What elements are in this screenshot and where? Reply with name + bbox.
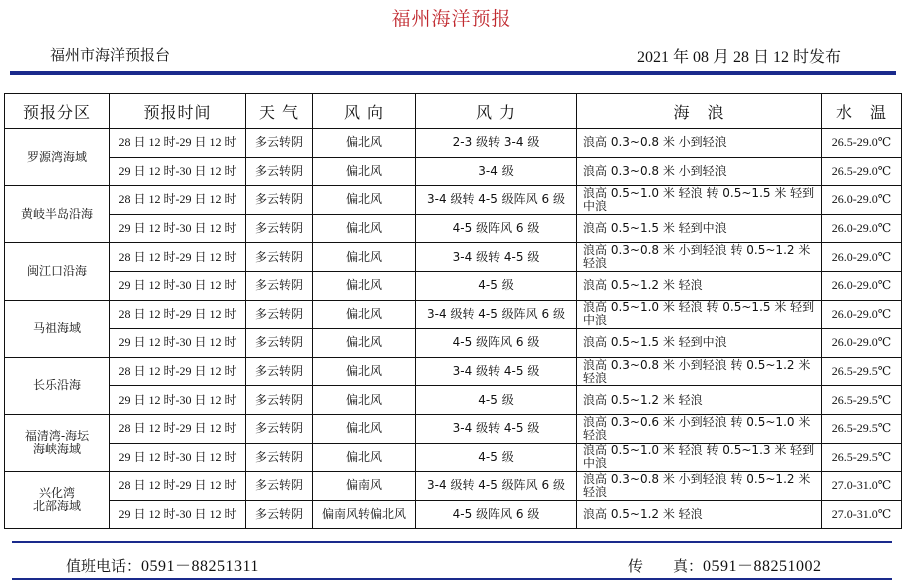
col-header-weather: 天 气 [246,94,313,129]
waves-cell: 浪高 0.5~1.5 米 轻到中浪 [577,329,822,358]
wind-direction-cell: 偏北风 [313,129,416,158]
weather-cell: 多云转阴 [246,271,313,300]
waves-cell: 浪高 0.3~0.8 米 小到轻浪 转 0.5~1.2 米 轻浪 [577,357,822,386]
col-header-water-temp: 水 温 [822,94,902,129]
table-row [5,271,902,300]
wind-force-cell: 3-4 级转 4-5 级阵风 6 级 [416,300,577,329]
water-temp-cell: 26.5-29.0℃ [822,129,902,158]
wind-direction-cell: 偏北风 [313,414,416,443]
weather-cell: 多云转阴 [246,157,313,186]
wind-force-cell: 3-4 级 [416,157,577,186]
wind-direction-cell: 偏北风 [313,243,416,272]
water-temp-cell: 26.0-29.0℃ [822,300,902,329]
waves-cell: 浪高 0.5~1.0 米 轻浪 转 0.5~1.5 米 轻到中浪 [577,186,822,215]
forecast-time-cell: 28 日 12 时-29 日 12 时 [110,357,246,386]
zone-name-cell: 马祖海域 [5,300,110,357]
weather-cell: 多云转阴 [246,500,313,529]
water-temp-cell: 26.0-29.0℃ [822,329,902,358]
waves-cell: 浪高 0.5~1.0 米 轻浪 转 0.5~1.5 米 轻到中浪 [577,300,822,329]
forecast-time-cell: 28 日 12 时-29 日 12 时 [110,186,246,215]
col-header-wind-direction: 风 向 [313,94,416,129]
zone-name-cell: 闽江口沿海 [5,243,110,300]
wind-force-cell: 3-4 级转 4-5 级 [416,357,577,386]
page-title: 福州海洋预报 [391,8,512,30]
weather-cell: 多云转阴 [246,443,313,472]
wind-force-cell: 3-4 级转 4-5 级 [416,243,577,272]
wind-direction-cell: 偏北风 [313,443,416,472]
table-row [5,186,902,215]
weather-cell: 多云转阴 [246,329,313,358]
wind-direction-cell: 偏北风 [313,300,416,329]
wind-force-cell: 2-3 级转 3-4 级 [416,129,577,158]
waves-cell: 浪高 0.3~0.8 米 小到轻浪 [577,157,822,186]
weather-cell: 多云转阴 [246,243,313,272]
wind-direction-cell: 偏北风 [313,357,416,386]
table-row [5,472,902,501]
water-temp-cell: 26.5-29.5℃ [822,443,902,472]
col-header-time: 预报时间 [110,94,246,129]
waves-cell: 浪高 0.5~1.2 米 轻浪 [577,386,822,415]
wind-force-cell: 3-4 级转 4-5 级阵风 6 级 [416,186,577,215]
table-row [5,157,902,186]
weather-cell: 多云转阴 [246,129,313,158]
waves-cell: 浪高 0.3~0.8 米 小到轻浪 [577,129,822,158]
waves-cell: 浪高 0.3~0.8 米 小到轻浪 转 0.5~1.2 米 轻浪 [577,472,822,501]
wind-force-cell: 3-4 级转 4-5 级阵风 6 级 [416,472,577,501]
header-divider [10,71,896,75]
wind-force-cell: 4-5 级 [416,443,577,472]
forecast-time-cell: 29 日 12 时-30 日 12 时 [110,329,246,358]
weather-cell: 多云转阴 [246,414,313,443]
forecast-table [4,93,902,529]
water-temp-cell: 26.0-29.0℃ [822,214,902,243]
waves-cell: 浪高 0.5~1.2 米 轻浪 [577,271,822,300]
weather-cell: 多云转阴 [246,386,313,415]
duty-phone-number: 0591－88251311 [141,558,259,575]
table-row [5,214,902,243]
zone-name-cell: 黄岐半岛沿海 [5,186,110,243]
table-row [5,129,902,158]
forecast-time-cell: 29 日 12 时-30 日 12 时 [110,500,246,529]
zone-name-cell: 长乐沿海 [5,357,110,414]
waves-cell: 浪高 0.5~1.5 米 轻到中浪 [577,214,822,243]
table-header-row [5,94,902,129]
forecast-time-cell: 28 日 12 时-29 日 12 时 [110,414,246,443]
duty-phone [66,553,259,576]
zone-name-cell: 罗源湾海域 [5,129,110,186]
forecast-time-cell: 28 日 12 时-29 日 12 时 [110,472,246,501]
forecast-table-body [5,129,902,529]
waves-cell: 浪高 0.3~0.6 米 小到轻浪 转 0.5~1.0 米 轻浪 [577,414,822,443]
footer-divider-bottom [12,578,892,580]
col-header-waves: 海 浪 [577,94,822,129]
weather-cell: 多云转阴 [246,357,313,386]
table-row [5,300,902,329]
wind-direction-cell: 偏南风 [313,472,416,501]
col-header-zone: 预报分区 [5,94,110,129]
table-row [5,443,902,472]
footer-divider-top [12,541,892,543]
wind-force-cell: 4-5 级阵风 6 级 [416,329,577,358]
table-row [5,414,902,443]
table-row [5,329,902,358]
water-temp-cell: 26.5-29.5℃ [822,414,902,443]
water-temp-cell: 26.0-29.0℃ [822,271,902,300]
water-temp-cell: 26.5-29.0℃ [822,157,902,186]
water-temp-cell: 26.0-29.0℃ [822,186,902,215]
wind-direction-cell: 偏北风 [313,214,416,243]
weather-cell: 多云转阴 [246,214,313,243]
zone-name-cell: 兴化湾 北部海域 [5,472,110,529]
forecast-time-cell: 28 日 12 时-29 日 12 时 [110,300,246,329]
duty-phone-label: 值班电话： [66,557,142,575]
fax-label: 传 真： [628,557,704,575]
waves-cell: 浪高 0.5~1.0 米 轻浪 转 0.5~1.3 米 轻到中浪 [577,443,822,472]
wind-force-cell: 4-5 级 [416,386,577,415]
wind-force-cell: 3-4 级转 4-5 级 [416,414,577,443]
water-temp-cell: 27.0-31.0℃ [822,500,902,529]
forecast-time-cell: 29 日 12 时-30 日 12 时 [110,157,246,186]
water-temp-cell: 26.0-29.0℃ [822,243,902,272]
wind-direction-cell: 偏北风 [313,271,416,300]
table-row [5,357,902,386]
waves-cell: 浪高 0.3~0.8 米 小到轻浪 转 0.5~1.2 米 轻浪 [577,243,822,272]
waves-cell: 浪高 0.5~1.2 米 轻浪 [577,500,822,529]
weather-cell: 多云转阴 [246,472,313,501]
table-row [5,243,902,272]
forecast-time-cell: 28 日 12 时-29 日 12 时 [110,243,246,272]
forecast-time-cell: 29 日 12 时-30 日 12 时 [110,214,246,243]
fax [628,553,822,576]
organization-name: 福州市海洋预报台 [50,46,171,64]
water-temp-cell: 26.5-29.5℃ [822,357,902,386]
fax-number: 0591－88251002 [703,558,822,575]
forecast-time-cell: 29 日 12 时-30 日 12 时 [110,271,246,300]
table-row [5,386,902,415]
wind-force-cell: 4-5 级阵风 6 级 [416,214,577,243]
issue-time: 2021 年 08 月 28 日 12 时发布 [636,49,841,66]
wind-direction-cell: 偏南风转偏北风 [313,500,416,529]
wind-direction-cell: 偏北风 [313,329,416,358]
col-header-wind-force: 风 力 [416,94,577,129]
wind-force-cell: 4-5 级阵风 6 级 [416,500,577,529]
wind-force-cell: 4-5 级 [416,271,577,300]
forecast-time-cell: 28 日 12 时-29 日 12 时 [110,129,246,158]
wind-direction-cell: 偏北风 [313,386,416,415]
forecast-time-cell: 29 日 12 时-30 日 12 时 [110,443,246,472]
weather-cell: 多云转阴 [246,186,313,215]
forecast-time-cell: 29 日 12 时-30 日 12 时 [110,386,246,415]
zone-name-cell: 福清湾-海坛 海峡海域 [5,414,110,471]
wind-direction-cell: 偏北风 [313,157,416,186]
water-temp-cell: 27.0-31.0℃ [822,472,902,501]
water-temp-cell: 26.5-29.5℃ [822,386,902,415]
table-row [5,500,902,529]
wind-direction-cell: 偏北风 [313,186,416,215]
weather-cell: 多云转阴 [246,300,313,329]
